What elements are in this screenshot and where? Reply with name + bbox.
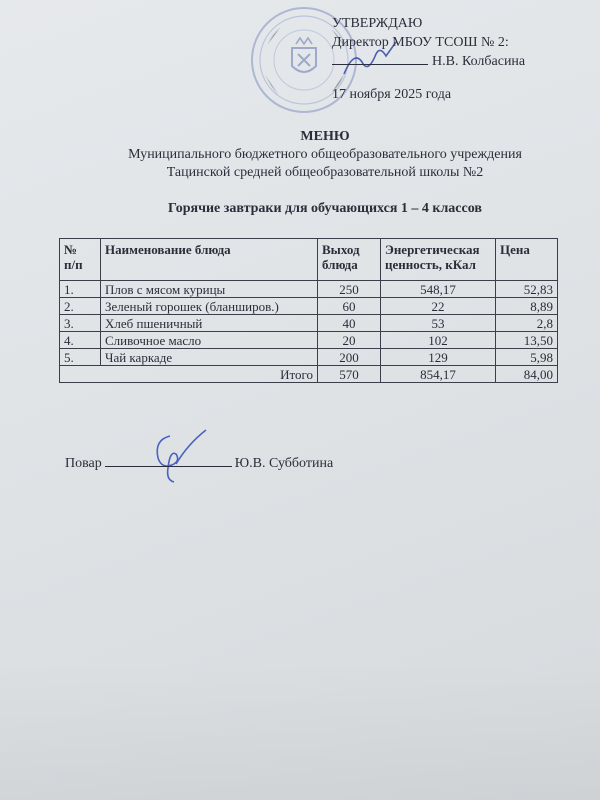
row-price: 2,8 xyxy=(496,315,558,332)
header-output-line1: Выход xyxy=(322,242,360,257)
cook-signature-underline xyxy=(105,466,232,467)
row-num: 3. xyxy=(60,315,101,332)
row-energy: 22 xyxy=(381,298,496,315)
row-output: 40 xyxy=(318,315,381,332)
header-energy-line1: Энергетическая xyxy=(385,242,480,257)
table-row xyxy=(60,298,558,315)
table-total-row xyxy=(60,366,558,383)
approval-name: Н.В. Колбасина xyxy=(432,54,526,69)
cook-label: Повар xyxy=(65,456,102,471)
approval-date: 17 ноября 2025 года xyxy=(332,87,452,102)
row-price: 52,83 xyxy=(496,281,558,298)
approval-signature-line xyxy=(332,52,525,71)
header-output xyxy=(318,239,381,281)
institution-line-2: Тацинской средней общеобразовательной школы №2 xyxy=(166,165,484,180)
row-price: 13,50 xyxy=(496,332,558,349)
row-dish-name: Сливочное масло xyxy=(101,332,318,349)
table-row xyxy=(60,332,558,349)
menu-table xyxy=(59,238,558,383)
institution-line-1: Муниципального бюджетного общеобразовательного учреждения xyxy=(128,147,522,162)
table-header-row xyxy=(60,239,558,281)
cook-name: Ю.В. Субботина xyxy=(234,456,334,471)
header-energy-line2: ценность, кКал xyxy=(385,257,476,272)
header-num-line2: п/п xyxy=(64,257,83,272)
cook-signature xyxy=(140,424,220,484)
table-row xyxy=(60,349,558,366)
row-output: 60 xyxy=(318,298,381,315)
row-num: 2. xyxy=(60,298,101,315)
cook-signature-block xyxy=(65,456,333,472)
meal-title: Горячие завтраки для обучающихся 1 – 4 классов xyxy=(168,201,482,216)
row-energy: 102 xyxy=(381,332,496,349)
row-output: 20 xyxy=(318,332,381,349)
row-dish-name: Чай каркаде xyxy=(101,349,318,366)
total-output: 570 xyxy=(318,366,381,383)
header-energy xyxy=(381,239,496,281)
header-price: Цена xyxy=(496,239,558,281)
row-dish-name: Зеленый горошек (бланширов.) xyxy=(101,298,318,315)
row-energy: 53 xyxy=(381,315,496,332)
approval-heading: УТВЕРЖДАЮ xyxy=(332,16,423,31)
approval-position: Директор МБОУ ТСОШ № 2: xyxy=(332,35,509,50)
row-num: 1. xyxy=(60,281,101,298)
row-energy: 548,17 xyxy=(381,281,496,298)
document-title: МЕНЮ xyxy=(300,129,350,144)
row-price: 5,98 xyxy=(496,349,558,366)
header-output-line2: блюда xyxy=(322,257,358,272)
total-label: Итого xyxy=(60,366,318,383)
row-output: 250 xyxy=(318,281,381,298)
row-num: 5. xyxy=(60,349,101,366)
table-row xyxy=(60,315,558,332)
row-dish-name: Хлеб пшеничный xyxy=(101,315,318,332)
row-energy: 129 xyxy=(381,349,496,366)
table-row xyxy=(60,281,558,298)
total-price: 84,00 xyxy=(496,366,558,383)
row-num: 4. xyxy=(60,332,101,349)
page-shadow xyxy=(0,660,600,800)
signature-underline xyxy=(332,64,428,65)
document-titles xyxy=(0,128,600,218)
row-dish-name: Плов с мясом курицы xyxy=(101,281,318,298)
approval-block xyxy=(332,14,525,104)
header-num xyxy=(60,239,101,281)
header-num-line1: № xyxy=(64,242,78,257)
row-output: 200 xyxy=(318,349,381,366)
total-energy: 854,17 xyxy=(381,366,496,383)
header-name: Наименование блюда xyxy=(101,239,318,281)
row-price: 8,89 xyxy=(496,298,558,315)
